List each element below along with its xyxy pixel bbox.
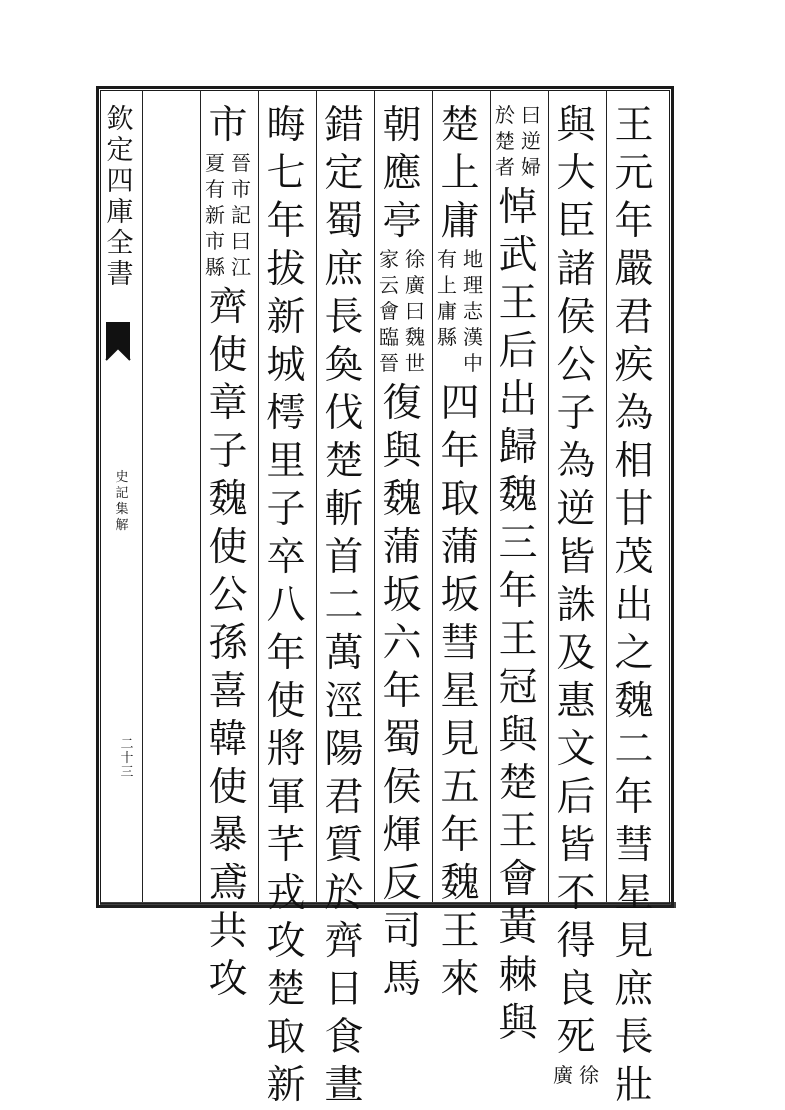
main-text-char: 食 — [324, 1015, 364, 1060]
annotation-char: 者 — [495, 155, 515, 179]
annotation-char: 臨 — [379, 325, 399, 349]
main-text-char: 為 — [614, 391, 654, 436]
annotation-char: 新 — [205, 203, 225, 227]
main-text-char: 韓 — [208, 717, 248, 762]
annotation-char: 晉 — [379, 351, 399, 375]
main-text-char: 不 — [556, 871, 596, 916]
main-text-char: 皆 — [556, 535, 596, 580]
main-text-char: 年 — [440, 813, 480, 858]
annotation-char: 有 — [437, 247, 457, 271]
main-text-char: 悼 — [498, 185, 538, 230]
main-text-char: 君 — [614, 295, 654, 340]
margin-section-char: 解 — [115, 518, 129, 533]
main-text-char: 出 — [498, 377, 538, 422]
main-text-char: 暴 — [208, 813, 248, 858]
annotation-char: 市 — [205, 229, 225, 253]
annotation-char: 曰 — [405, 299, 425, 323]
annotation-char: 徐 — [405, 247, 425, 271]
main-text-char: 使 — [266, 679, 306, 724]
main-text-char: 楚 — [324, 439, 364, 484]
main-text-char: 錯 — [324, 103, 364, 148]
annotation-char: 廣 — [553, 1063, 573, 1087]
margin-page-char: 三 — [120, 765, 134, 780]
main-text-char: 公 — [556, 343, 596, 388]
main-text-char: 庸 — [440, 199, 480, 244]
annotation-char: 婦 — [521, 155, 541, 179]
annotation-char: 地 — [463, 247, 483, 271]
main-text-char: 后 — [498, 329, 538, 374]
annotation-char: 曰 — [521, 103, 541, 127]
main-text-char: 死 — [556, 1015, 596, 1060]
main-text-char: 使 — [208, 765, 248, 810]
annotation-char: 魏 — [405, 325, 425, 349]
annotation-char: 云 — [379, 273, 399, 297]
annotation-char: 於 — [495, 103, 515, 127]
main-text-char: 與 — [498, 1001, 538, 1046]
text-column — [492, 102, 544, 1046]
main-text-char: 子 — [266, 487, 306, 532]
main-text-char: 城 — [266, 343, 306, 388]
annotation-char: 中 — [463, 351, 483, 375]
main-text-char: 臣 — [556, 199, 596, 244]
column-rule — [606, 90, 607, 902]
main-text-char: 使 — [208, 525, 248, 570]
margin-page-char: 二 — [120, 737, 134, 752]
main-text-char: 之 — [614, 631, 654, 676]
main-text-char: 見 — [614, 919, 654, 964]
main-text-char: 涇 — [324, 679, 364, 724]
main-text-char: 侯 — [382, 765, 422, 810]
text-column — [202, 102, 254, 1002]
main-text-char: 王 — [440, 909, 480, 954]
margin-title-char: 書 — [106, 259, 134, 290]
main-text-char: 將 — [266, 727, 306, 772]
main-text-char: 歸 — [498, 425, 538, 470]
main-text-char: 定 — [324, 151, 364, 196]
text-column — [608, 102, 660, 1108]
annotation-char: 理 — [463, 273, 483, 297]
main-text-char: 於 — [324, 871, 364, 916]
main-text-char: 侯 — [556, 295, 596, 340]
main-text-char: 伐 — [324, 391, 364, 436]
main-text-char: 章 — [208, 381, 248, 426]
margin-title-char: 定 — [106, 135, 134, 166]
main-text-char: 坂 — [440, 573, 480, 618]
main-text-char: 星 — [614, 871, 654, 916]
annotation-char: 夏 — [205, 151, 225, 175]
main-text-char: 喜 — [208, 669, 248, 714]
main-text-char: 年 — [498, 569, 538, 614]
main-text-char: 魏 — [498, 473, 538, 518]
main-text-char: 新 — [266, 1063, 306, 1108]
main-text-char: 與 — [498, 713, 538, 758]
annotation-char: 晉 — [231, 151, 251, 175]
main-text-char: 復 — [382, 381, 422, 426]
main-text-char: 取 — [266, 1015, 306, 1060]
text-column — [434, 102, 486, 1002]
margin-section-char: 史 — [115, 470, 129, 485]
main-text-char: 應 — [382, 151, 422, 196]
main-text-char: 公 — [208, 573, 248, 618]
main-text-char: 庶 — [614, 967, 654, 1012]
main-text-char: 得 — [556, 919, 596, 964]
main-text-char: 日 — [324, 967, 364, 1012]
column-rule — [142, 90, 143, 902]
annotation-char: 漢 — [463, 325, 483, 349]
annotation-char: 記 — [231, 203, 251, 227]
main-text-char: 茂 — [614, 535, 654, 580]
main-text-char: 共 — [208, 909, 248, 954]
main-text-char: 楚 — [266, 967, 306, 1012]
main-text-char: 子 — [556, 391, 596, 436]
main-text-char: 武 — [498, 233, 538, 278]
column-rule — [200, 90, 201, 902]
text-column — [260, 102, 312, 1108]
main-text-char: 庶 — [324, 247, 364, 292]
margin-page-char: 十 — [120, 751, 134, 766]
main-text-char: 魏 — [382, 477, 422, 522]
main-text-char: 司 — [382, 909, 422, 954]
annotation-char: 廣 — [405, 273, 425, 297]
main-text-char: 君 — [324, 775, 364, 820]
margin-title-char: 全 — [106, 228, 134, 259]
annotation-char: 家 — [379, 247, 399, 271]
margin-section-char: 記 — [115, 486, 129, 501]
main-text-char: 奐 — [324, 343, 364, 388]
main-text-char: 攻 — [208, 957, 248, 1002]
main-text-char: 六 — [382, 621, 422, 666]
main-text-char: 年 — [440, 429, 480, 474]
main-text-char: 斬 — [324, 487, 364, 532]
main-text-char: 為 — [556, 439, 596, 484]
main-text-char: 蒲 — [440, 525, 480, 570]
main-text-char: 市 — [208, 103, 248, 148]
column-rule — [316, 90, 317, 902]
annotation-char: 徐 — [579, 1063, 599, 1087]
column-rule — [258, 90, 259, 902]
main-text-char: 文 — [556, 727, 596, 772]
margin-title-char: 四 — [106, 166, 134, 197]
main-text-char: 出 — [614, 583, 654, 628]
main-text-char: 取 — [440, 477, 480, 522]
main-text-char: 坂 — [382, 573, 422, 618]
main-text-char: 齊 — [208, 285, 248, 330]
main-text-char: 長 — [614, 1015, 654, 1060]
main-text-char: 王 — [614, 103, 654, 148]
main-text-char: 蜀 — [382, 717, 422, 762]
main-text-char: 齊 — [324, 919, 364, 964]
annotation-char: 上 — [437, 273, 457, 297]
main-text-char: 壯 — [614, 1063, 654, 1108]
main-text-char: 八 — [266, 583, 306, 628]
main-text-char: 晝 — [324, 1063, 364, 1108]
main-text-char: 攻 — [266, 919, 306, 964]
main-text-char: 煇 — [382, 813, 422, 858]
main-text-char: 質 — [324, 823, 364, 868]
annotation-char: 逆 — [521, 129, 541, 153]
main-text-char: 五 — [440, 765, 480, 810]
main-text-char: 良 — [556, 967, 596, 1012]
main-text-char: 棘 — [498, 953, 538, 998]
annotation-char: 志 — [463, 299, 483, 323]
main-text-char: 甘 — [614, 487, 654, 532]
main-text-char: 三 — [498, 521, 538, 566]
column-rule — [490, 90, 491, 902]
main-text-char: 晦 — [266, 103, 306, 148]
annotation-char: 會 — [379, 299, 399, 323]
main-text-char: 來 — [440, 957, 480, 1002]
main-text-char: 上 — [440, 151, 480, 196]
main-text-char: 首 — [324, 535, 364, 580]
fish-tail-mark — [104, 320, 132, 366]
main-text-char: 年 — [266, 199, 306, 244]
main-text-char: 星 — [440, 669, 480, 714]
main-text-char: 芊 — [266, 823, 306, 868]
main-text-char: 軍 — [266, 775, 306, 820]
main-text-char: 彗 — [440, 621, 480, 666]
main-text-char: 新 — [266, 295, 306, 340]
annotation-char: 江 — [231, 255, 251, 279]
main-text-char: 年 — [614, 199, 654, 244]
main-text-char: 四 — [440, 381, 480, 426]
main-text-char: 樗 — [266, 391, 306, 436]
main-text-char: 冠 — [498, 665, 538, 710]
main-text-char: 元 — [614, 151, 654, 196]
main-text-char: 年 — [266, 631, 306, 676]
main-text-char: 見 — [440, 717, 480, 762]
main-text-char: 二 — [324, 583, 364, 628]
main-text-char: 彗 — [614, 823, 654, 868]
main-text-char: 皆 — [556, 823, 596, 868]
column-rule — [548, 90, 549, 902]
main-text-char: 楚 — [498, 761, 538, 806]
main-text-char: 楚 — [440, 103, 480, 148]
column-rule — [432, 90, 433, 902]
main-text-char: 諸 — [556, 247, 596, 292]
main-text-char: 亭 — [382, 199, 422, 244]
margin-title-char: 欽 — [106, 104, 134, 135]
text-column — [376, 102, 428, 1002]
main-text-char: 七 — [266, 151, 306, 196]
annotation-char: 有 — [205, 177, 225, 201]
main-text-char: 與 — [382, 429, 422, 474]
annotation-char: 縣 — [205, 255, 225, 279]
main-text-char: 嚴 — [614, 247, 654, 292]
main-text-char: 王 — [498, 809, 538, 854]
main-text-char: 年 — [382, 669, 422, 714]
main-text-char: 反 — [382, 861, 422, 906]
main-text-char: 惠 — [556, 679, 596, 724]
main-text-char: 及 — [556, 631, 596, 676]
column-rule — [374, 90, 375, 902]
annotation-char: 庸 — [437, 299, 457, 323]
margin-title-char: 庫 — [106, 197, 134, 228]
main-text-char: 魏 — [440, 861, 480, 906]
text-column — [550, 102, 602, 1087]
main-text-char: 后 — [556, 775, 596, 820]
main-text-char: 馬 — [382, 957, 422, 1002]
main-text-char: 孫 — [208, 621, 248, 666]
margin-page-number — [118, 738, 136, 780]
main-text-char: 魏 — [208, 477, 248, 522]
main-text-char: 使 — [208, 333, 248, 378]
annotation-char: 市 — [231, 177, 251, 201]
main-text-char: 相 — [614, 439, 654, 484]
main-text-char: 卒 — [266, 535, 306, 580]
main-text-char: 逆 — [556, 487, 596, 532]
margin-section-char: 集 — [115, 502, 129, 517]
main-text-char: 二 — [614, 727, 654, 772]
main-text-char: 大 — [556, 151, 596, 196]
annotation-char: 世 — [405, 351, 425, 375]
main-text-char: 會 — [498, 857, 538, 902]
main-text-char: 蜀 — [324, 199, 364, 244]
main-text-char: 拔 — [266, 247, 306, 292]
annotation-char: 楚 — [495, 129, 515, 153]
main-text-char: 黃 — [498, 905, 538, 950]
main-text-char: 戎 — [266, 871, 306, 916]
main-text-char: 疾 — [614, 343, 654, 388]
main-text-char: 魏 — [614, 679, 654, 724]
main-text-char: 年 — [614, 775, 654, 820]
main-text-char: 陽 — [324, 727, 364, 772]
main-text-char: 子 — [208, 429, 248, 474]
main-text-char: 蒲 — [382, 525, 422, 570]
main-text-char: 萬 — [324, 631, 364, 676]
main-text-char: 長 — [324, 295, 364, 340]
main-text-char: 朝 — [382, 103, 422, 148]
main-text-char: 與 — [556, 103, 596, 148]
main-text-char: 里 — [266, 439, 306, 484]
main-text-char: 王 — [498, 617, 538, 662]
main-text-char: 王 — [498, 281, 538, 326]
main-text-char: 誅 — [556, 583, 596, 628]
text-column — [318, 102, 370, 1108]
main-text-char: 鳶 — [208, 861, 248, 906]
annotation-char: 曰 — [231, 229, 251, 253]
annotation-char: 縣 — [437, 325, 457, 349]
